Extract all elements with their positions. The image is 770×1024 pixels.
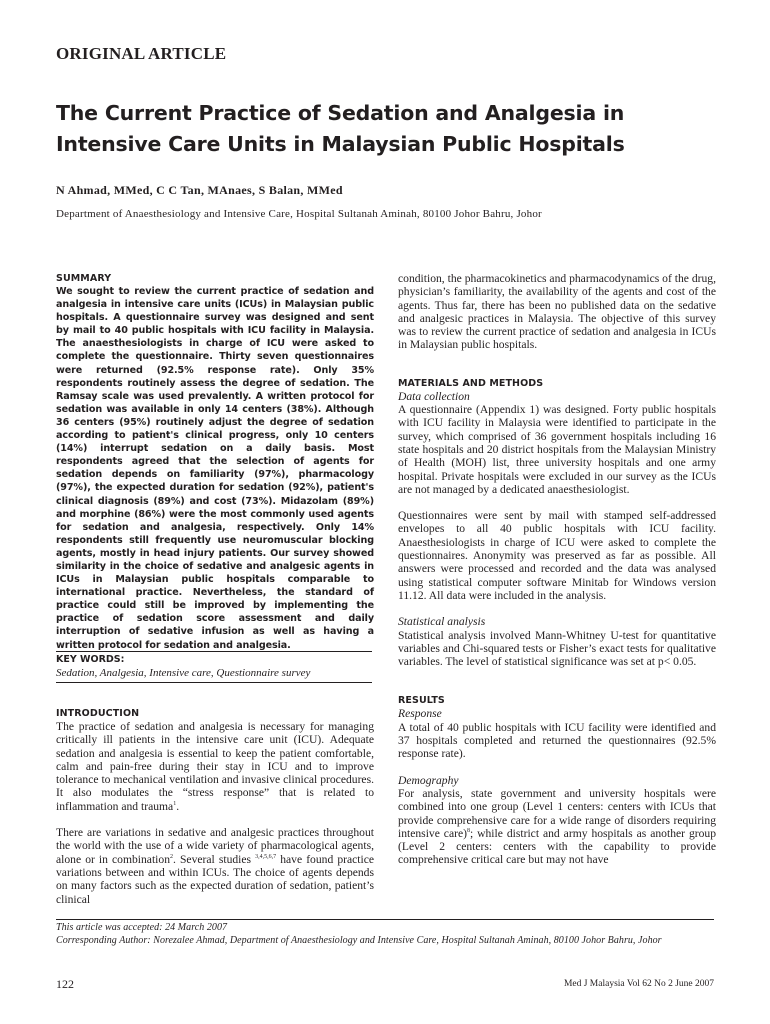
introduction-section — [56, 707, 374, 906]
data-collection-paragraph: A questionnaire (Appendix 1) was designed. Forty public hospitals with ICU facility in Malaysia were identified to participate in the survey, which comprised of 36 government hospitals including 16 state hospitals and 20 district hospitals from the Malaysian Ministry of Health (MOH) list, three university hospitals and one army hospital. Private hospitals were excluded in our survey as the ICUs are not managed by a dedicated anaesthesiologist. — [398, 403, 716, 496]
author-list: N Ahmad, MMed, C C Tan, MAnaes, S Balan, MMed — [56, 183, 343, 197]
statistical-analysis-paragraph: Statistical analysis involved Mann-Whitney U-test for quantitative variables and Chi-squared tests or Fisher’s exact tests for qualitative variables. The level of statistical significance was set at p< 0.05. — [398, 628, 716, 669]
keywords-box — [56, 651, 372, 683]
introduction-paragraph-2: There are variations in sedative and analgesic practices throughout the world with the use of a wide variety of pharmacological agents, alone or in combination$^2$. Several studies $^{3,4,5,6,7}$ have found practice variations between and within ICUs. The choice of agents depends on many factors such as the expected duration of sedation, patient’s clinical — [56, 826, 375, 906]
data-collection-subheading: Data collection — [398, 389, 470, 403]
affiliation: Department of Anaesthesiology and Intensive Care, Hospital Sultanah Aminah, 80100 Johor Bahru, Johor — [56, 208, 542, 220]
right-column — [398, 272, 716, 867]
introduction-heading: INTRODUCTION — [56, 708, 140, 719]
footer-divider — [56, 919, 714, 920]
citation: 2 — [170, 853, 173, 860]
introduction-paragraph-1: The practice of sedation and analgesia is necessary for managing critically ill patients in the intensive care unit (ICU). Adequate sedation and analgesia is essential to keep the patient comfortable, calm and pain-free during their stay in ICU and to improve tolerance to mechanical ventilation and invasive clinical procedures. It also modulates the “stress response” that is related to inflammation and trauma$^1$. — [56, 720, 374, 813]
citation: 3,4,5,6,7 — [255, 853, 277, 860]
demography-paragraph: For analysis, state government and university hospitals were combined into one group (Level 1 centers: centers with ICUs that provide comprehensive care for a wide range of disorders requiring intensive care)$^8$; while district and army hospitals as another group (Level 2 centers: centers with the capability to provide comprehensive critical care but may not have — [398, 786, 716, 867]
citation: 1 — [173, 800, 177, 807]
response-paragraph: A total of 40 public hospitals with ICU facility were identified and 37 hospitals completed and returned the questionnaires (92.5% response rate). — [398, 720, 716, 761]
introduction-continuation: condition, the pharmacokinetics and pharmacodynamics of the drug, physician’s familiarity, the availability of the agents and cost of the agents. Thus far, there has been no published data on the sedative and analgesic practices in Malaysia. The objective of this survey was to review the current practice of sedation and analgesia in ICUs in Malaysian public hospitals. — [398, 272, 716, 352]
accepted-date-note: This article was accepted: 24 March 2007 — [56, 922, 228, 933]
questionnaires-paragraph: Questionnaires were sent by mail with stamped self-addressed envelopes to all 40 public hospitals with ICU facility. Anaesthesiologists in charge of ICU were asked to complete the questionnaires. Anonymity was preserved as far as possible. All answers were processed and recorded and the data was analysed using statistical computer software Minitab for Windows version 11.12. All data were included in the analysis. — [398, 509, 716, 602]
methods-heading: MATERIALS AND METHODS — [398, 377, 544, 389]
page-number: 122 — [56, 977, 74, 991]
response-subheading: Response — [398, 707, 442, 721]
keywords-list: Sedation, Analgesia, Intensive care, Questionnaire survey — [56, 667, 311, 679]
statistical-analysis-subheading: Statistical analysis — [398, 615, 486, 629]
citation: 8 — [466, 827, 470, 834]
demography-subheading: Demography — [398, 773, 459, 787]
section-label: ORIGINAL ARTICLE — [56, 44, 227, 63]
article-title: The Current Practice of Sedation and Analgesia in Intensive Care Units in Malaysian Public Hospitals — [56, 101, 625, 156]
journal-reference: Med J Malaysia Vol 62 No 2 June 2007 — [563, 979, 714, 989]
results-heading: RESULTS — [398, 695, 445, 707]
keywords-heading: KEY WORDS: — [56, 654, 125, 665]
summary-section — [56, 272, 374, 652]
summary-heading: SUMMARY — [56, 273, 112, 284]
corresponding-author-note: Corresponding Author: Norezalee Ahmad, Department of Anaesthesiology and Intensive Care, Hospital Sultanah Aminah, 80100 Johor Bahru, Johor — [56, 935, 662, 946]
summary-text: We sought to review the current practice of sedation and analgesia in intensive care units (ICUs) in Malaysian public hospitals. A questionnaire survey was designed and sent by mail to 40 public hospitals with ICU facility in Malaysia. The anaesthesiologists in charge of ICU were asked to complete the questionnaire. Thirty seven questionnaires were returned (92.5% response rate). Only 35% respondents routinely assess the degree of sedation. The Ramsay scale was used prevalently. A written protocol for sedation was available in only 14 centers (38%). Although 36 centers (95%) routinely adjust the degree of sedation according to patient's clinical progress, only 10 centers (14%) interrupt sedation on a daily basis. Most respondents agreed that the selection of agents for sedation depends on familiarity (97%), pharmacology (97%), the expected duration for sedation (92%), patient's clinical diagnosis (89%) and cost (73%). Midazolam (89%) and morphine (86%) were the most commonly used agents for sedation and analgesia, respectively. Only 14% respondents still frequently use neuromuscular blocking agents, mostly in head injury patients. Our survey showed similarity in the choice of sedative and analgesic agents in ICUs in Malaysian public hospitals comparable to international practice. Nevertheless, the standard of practice could still be improved by implementing the practice of sedation score assessment and daily interruption of sedative infusion as well as having a written protocol for sedation and analgesia. — [56, 286, 374, 651]
